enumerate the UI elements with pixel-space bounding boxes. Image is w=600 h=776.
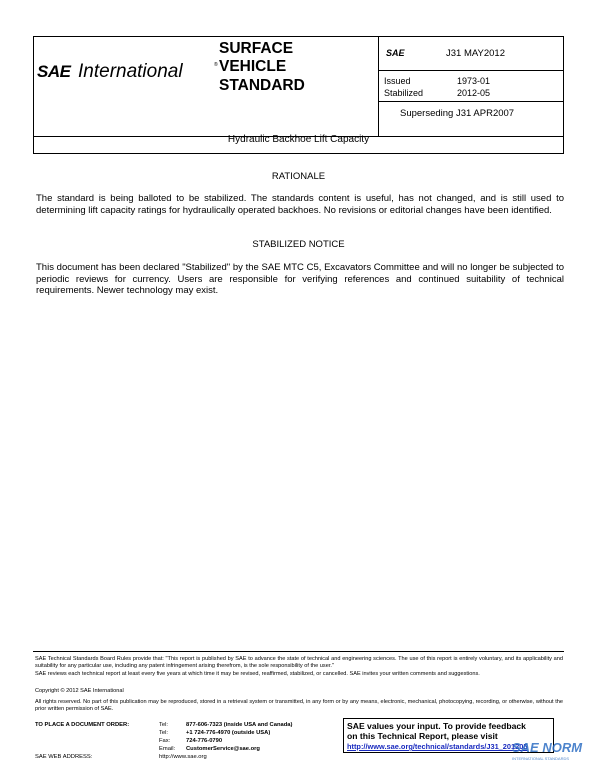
email-label: Email:	[159, 746, 176, 752]
sae-logo-text: International	[78, 61, 183, 82]
sae-logo-mark: SAE	[37, 62, 71, 81]
tel-value: +1 724-776-4970 (outside USA)	[186, 730, 271, 736]
board-rules-text: SAE Technical Standards Board Rules provide that: "This report is published by SAE to advance the state of technical and engineering sciences. The use of this report is entirely voluntary, and its applicability and suitability for any particular use, including any patent infringement arising therefrom, is the sole responsibility of the user."	[35, 656, 563, 669]
standard-type-line: STANDARD	[219, 77, 305, 94]
stabilized-notice-heading: STABILIZED NOTICE	[252, 239, 345, 250]
fax-value: 724-776-0790	[186, 738, 223, 744]
footer-rule	[33, 651, 564, 652]
sae-small-logo: SAE	[386, 48, 405, 58]
watermark-logo: SAE NORM	[512, 740, 583, 755]
tel-label: Tel:	[159, 722, 169, 728]
feedback-line: on this Technical Report, please visit	[347, 731, 498, 741]
standard-type-line: VEHICLE	[219, 58, 287, 75]
issued-label: Issued	[384, 76, 411, 86]
rationale-heading: RATIONALE	[271, 171, 326, 182]
issued-value: 1973-01	[457, 76, 491, 86]
copyright-text: Copyright © 2012 SAE International	[35, 688, 124, 694]
watermark-subtext: INTERNATIONAL STANDARDS	[512, 756, 570, 761]
web-address-link[interactable]: http://www.sae.org	[159, 754, 207, 760]
web-heading: SAE WEB ADDRESS:	[35, 754, 93, 760]
stabilized-label: Stabilized	[384, 88, 424, 98]
header-divider	[378, 36, 379, 136]
feedback-line: SAE values your input. To provide feedback	[347, 721, 526, 731]
rights-text: All rights reserved. No part of this publication may be reproduced, stored in a retrieval system or transmitted, in any form or by any means, electronic, mechanical, photocopying, recording, or otherwise, without the prior written permission of SAE.	[35, 699, 563, 712]
feedback-url-link[interactable]: http://www.sae.org/technical/standards/J31_201205	[347, 742, 528, 751]
order-heading: TO PLACE A DOCUMENT ORDER:	[35, 722, 130, 728]
stabilized-notice-paragraph: This document has been declared "Stabilized" by the SAE MTC C5, Excavators Committee and will no longer be subjected to periodic reviews for currency. Users are responsible for verifying references and continued suitability of technical requirements. Newer technology may exist.	[36, 262, 564, 296]
fax-label: Fax:	[159, 738, 171, 744]
standard-type-line: SURFACE	[219, 40, 294, 57]
email-value[interactable]: CustomerService@sae.org	[186, 746, 260, 752]
document-title: Hydraulic Backhoe Lift Capacity	[227, 134, 370, 145]
tel-value: 877-606-7323 (inside USA and Canada)	[186, 722, 293, 728]
document-number: J31 MAY2012	[446, 48, 505, 59]
rationale-paragraph: The standard is being balloted to be stabilized. The standards content is useful, has not changed, and is still used to determining lift capacity ratings for hydraulically operated backhoes. No revisions or editorial changes have been identified.	[36, 193, 564, 216]
stabilized-value: 2012-05	[457, 88, 491, 98]
trademark-symbol: ®	[214, 62, 218, 68]
tel-label: Tel:	[159, 730, 169, 736]
review-text: SAE reviews each technical report at least every five years at which time it may be revised, reaffirmed, stabilized, or cancelled. SAE invites your written comments and suggestions.	[35, 671, 480, 677]
header-divider	[378, 70, 564, 71]
header-divider	[378, 101, 564, 102]
superseding-note: Superseding J31 APR2007	[400, 108, 515, 119]
